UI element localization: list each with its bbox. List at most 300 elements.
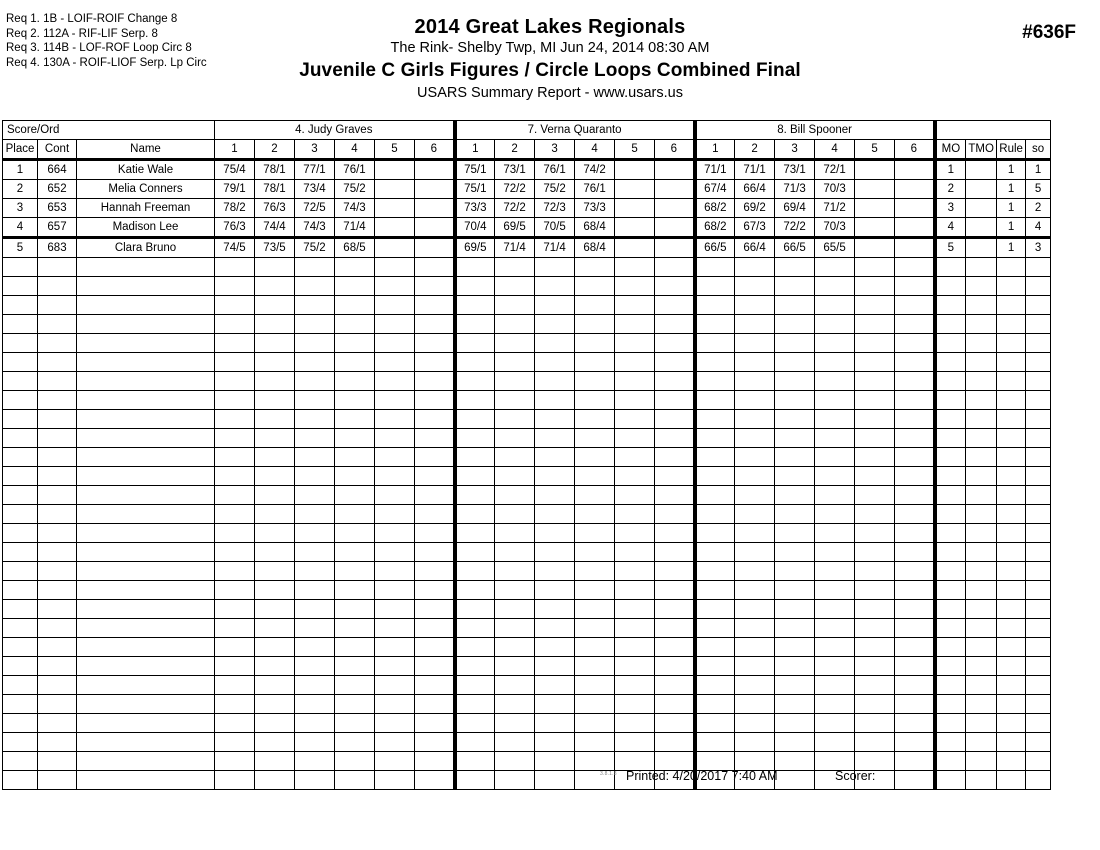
cell-score xyxy=(295,505,335,524)
cell-name xyxy=(77,695,215,714)
cell-score xyxy=(255,372,295,391)
cell-score: 71/4 xyxy=(495,238,535,258)
cell-so xyxy=(1026,581,1051,600)
table-row[interactable] xyxy=(3,695,1051,714)
cell-score xyxy=(775,619,815,638)
cell-score xyxy=(375,199,415,218)
cell-tmo xyxy=(966,638,997,657)
cell-score xyxy=(375,505,415,524)
cell-score xyxy=(895,486,935,505)
cell-score xyxy=(415,218,455,238)
cell-score xyxy=(855,218,895,238)
cell-mo: 2 xyxy=(935,180,966,199)
cell-score: 65/5 xyxy=(815,238,855,258)
cell-score xyxy=(215,467,255,486)
cell-score xyxy=(415,238,455,258)
cell-score xyxy=(255,353,295,372)
cell-score xyxy=(495,486,535,505)
cell-score xyxy=(335,486,375,505)
cell-score xyxy=(335,543,375,562)
col-header-figure: 1 xyxy=(695,140,735,160)
cell-score: 78/2 xyxy=(215,199,255,218)
cell-score xyxy=(575,258,615,277)
cell-score xyxy=(215,296,255,315)
cell-score xyxy=(415,429,455,448)
cell-score xyxy=(215,695,255,714)
cell-place xyxy=(3,277,38,296)
cell-score: 70/3 xyxy=(815,180,855,199)
scorer-label: Scorer: xyxy=(835,769,876,783)
cell-score xyxy=(255,429,295,448)
cell-tmo xyxy=(966,277,997,296)
cell-place xyxy=(3,524,38,543)
table-row[interactable] xyxy=(3,543,1051,562)
cell-mo xyxy=(935,505,966,524)
cell-score xyxy=(655,391,695,410)
cell-cont xyxy=(38,277,77,296)
cell-score: 75/2 xyxy=(295,238,335,258)
cell-score xyxy=(735,543,775,562)
table-row[interactable] xyxy=(3,410,1051,429)
cell-score xyxy=(615,505,655,524)
cell-score xyxy=(735,733,775,752)
table-row[interactable] xyxy=(3,600,1051,619)
cell-score xyxy=(535,714,575,733)
cell-score xyxy=(335,524,375,543)
cell-score: 66/4 xyxy=(735,180,775,199)
cell-place xyxy=(3,562,38,581)
cell-score xyxy=(335,296,375,315)
cell-score xyxy=(415,524,455,543)
cell-score xyxy=(775,258,815,277)
cell-mo xyxy=(935,429,966,448)
cell-mo: 5 xyxy=(935,238,966,258)
cell-score xyxy=(695,657,735,676)
cell-score xyxy=(815,695,855,714)
cell-score: 73/3 xyxy=(455,199,495,218)
cell-name xyxy=(77,752,215,771)
cell-score xyxy=(655,353,695,372)
cell-score xyxy=(335,733,375,752)
cell-score xyxy=(895,353,935,372)
cell-mo xyxy=(935,334,966,353)
cell-score xyxy=(735,353,775,372)
table-row[interactable] xyxy=(3,467,1051,486)
cell-score: 73/3 xyxy=(575,199,615,218)
table-row[interactable] xyxy=(3,486,1051,505)
cell-score xyxy=(295,600,335,619)
cell-score: 76/1 xyxy=(535,160,575,180)
table-row[interactable] xyxy=(3,638,1051,657)
cell-mo xyxy=(935,638,966,657)
cell-score xyxy=(615,277,655,296)
cell-score xyxy=(895,391,935,410)
cell-score xyxy=(415,752,455,771)
cell-score xyxy=(895,277,935,296)
cell-score: 73/1 xyxy=(495,160,535,180)
cell-score: 74/4 xyxy=(255,218,295,238)
cell-mo xyxy=(935,733,966,752)
cell-score xyxy=(495,524,535,543)
cell-score xyxy=(695,714,735,733)
table-row[interactable] xyxy=(3,277,1051,296)
cell-score xyxy=(375,218,415,238)
cell-tmo xyxy=(966,467,997,486)
cell-score xyxy=(215,448,255,467)
cell-tmo xyxy=(966,733,997,752)
cell-name: Clara Bruno xyxy=(77,238,215,258)
table-row[interactable] xyxy=(3,733,1051,752)
cell-score xyxy=(575,581,615,600)
cell-place: 4 xyxy=(3,218,38,238)
cell-score xyxy=(295,657,335,676)
cell-cont xyxy=(38,638,77,657)
cell-name xyxy=(77,714,215,733)
cell-score xyxy=(215,334,255,353)
cell-score: 75/2 xyxy=(335,180,375,199)
cell-score xyxy=(615,334,655,353)
col-header-name: Name xyxy=(77,140,215,160)
cell-score xyxy=(415,486,455,505)
cell-mo xyxy=(935,467,966,486)
cell-score xyxy=(895,334,935,353)
cell-score xyxy=(535,334,575,353)
cell-score xyxy=(455,410,495,429)
cell-score xyxy=(215,429,255,448)
cell-so xyxy=(1026,714,1051,733)
cell-so: 5 xyxy=(1026,180,1051,199)
cell-tmo xyxy=(966,486,997,505)
table-row[interactable] xyxy=(3,448,1051,467)
cell-rule: 1 xyxy=(997,180,1026,199)
judge-banner-spacer xyxy=(935,121,1051,140)
cell-score xyxy=(815,581,855,600)
cell-score xyxy=(855,315,895,334)
cell-score xyxy=(375,410,415,429)
printed-timestamp: Printed: 4/20/2017 7:40 AM xyxy=(626,769,778,783)
table-row[interactable] xyxy=(3,429,1051,448)
table-row[interactable] xyxy=(3,334,1051,353)
table-row[interactable] xyxy=(3,562,1051,581)
table-row[interactable] xyxy=(3,315,1051,334)
cell-score xyxy=(375,315,415,334)
cell-score xyxy=(255,619,295,638)
cell-score: 66/5 xyxy=(775,238,815,258)
cell-score xyxy=(375,695,415,714)
cell-score xyxy=(215,524,255,543)
table-row[interactable] xyxy=(3,752,1051,771)
cell-score xyxy=(335,353,375,372)
col-header-figure: 3 xyxy=(295,140,335,160)
cell-score xyxy=(615,410,655,429)
cell-cont: 657 xyxy=(38,218,77,238)
table-row[interactable] xyxy=(3,714,1051,733)
cell-score xyxy=(375,752,415,771)
cell-score xyxy=(735,296,775,315)
table-row[interactable] xyxy=(3,619,1051,638)
table-row[interactable] xyxy=(3,238,1051,258)
cell-score xyxy=(415,581,455,600)
cell-cont xyxy=(38,448,77,467)
cell-name xyxy=(77,676,215,695)
cell-score xyxy=(295,562,335,581)
cell-score xyxy=(375,429,415,448)
cell-mo xyxy=(935,771,966,790)
cell-score xyxy=(335,372,375,391)
cell-score xyxy=(255,714,295,733)
table-row[interactable] xyxy=(3,199,1051,218)
cell-so xyxy=(1026,695,1051,714)
cell-score: 69/5 xyxy=(495,218,535,238)
cell-score xyxy=(695,410,735,429)
cell-rule xyxy=(997,334,1026,353)
table-row[interactable] xyxy=(3,676,1051,695)
cell-so xyxy=(1026,676,1051,695)
cell-mo xyxy=(935,258,966,277)
cell-rule xyxy=(997,448,1026,467)
cell-score xyxy=(815,410,855,429)
col-header-figure: 3 xyxy=(535,140,575,160)
cell-name xyxy=(77,524,215,543)
cell-score xyxy=(815,258,855,277)
cell-score: 72/3 xyxy=(535,199,575,218)
cell-cont: 664 xyxy=(38,160,77,180)
cell-score: 78/1 xyxy=(255,160,295,180)
cell-score: 75/1 xyxy=(455,180,495,199)
cell-score xyxy=(215,505,255,524)
cell-name: Melia Conners xyxy=(77,180,215,199)
cell-name xyxy=(77,600,215,619)
cell-so xyxy=(1026,505,1051,524)
cell-score xyxy=(295,296,335,315)
cell-name xyxy=(77,277,215,296)
cell-score: 76/1 xyxy=(575,180,615,199)
cell-so xyxy=(1026,467,1051,486)
cell-score xyxy=(255,258,295,277)
table-row[interactable] xyxy=(3,771,1051,790)
cell-rule xyxy=(997,676,1026,695)
table-row[interactable] xyxy=(3,160,1051,180)
cell-score xyxy=(855,258,895,277)
cell-score xyxy=(495,733,535,752)
cell-score xyxy=(695,467,735,486)
col-header-cont: Cont xyxy=(38,140,77,160)
cell-score xyxy=(535,733,575,752)
cell-score xyxy=(655,619,695,638)
meet-title: 2014 Great Lakes Regionals xyxy=(414,16,686,38)
cell-score xyxy=(855,372,895,391)
cell-score xyxy=(655,733,695,752)
cell-score xyxy=(495,619,535,638)
cell-score xyxy=(215,562,255,581)
cell-rule xyxy=(997,695,1026,714)
table-row[interactable] xyxy=(3,296,1051,315)
cell-score: 71/4 xyxy=(535,238,575,258)
cell-score xyxy=(415,391,455,410)
cell-tmo xyxy=(966,372,997,391)
cell-place xyxy=(3,467,38,486)
cell-score xyxy=(895,752,935,771)
table-row[interactable] xyxy=(3,353,1051,372)
cell-score xyxy=(255,505,295,524)
cell-score xyxy=(655,600,695,619)
cell-score xyxy=(695,600,735,619)
cell-score xyxy=(815,733,855,752)
cell-score: 71/1 xyxy=(695,160,735,180)
cell-score xyxy=(255,315,295,334)
col-header-figure: 1 xyxy=(455,140,495,160)
cell-score xyxy=(455,429,495,448)
cell-score xyxy=(855,296,895,315)
cell-mo: 3 xyxy=(935,199,966,218)
cell-score xyxy=(535,372,575,391)
cell-score xyxy=(895,199,935,218)
cell-score: 68/2 xyxy=(695,199,735,218)
table-row[interactable] xyxy=(3,180,1051,199)
cell-score xyxy=(535,258,575,277)
cell-rule xyxy=(997,562,1026,581)
cell-score xyxy=(375,581,415,600)
cell-score xyxy=(535,353,575,372)
cell-name: Madison Lee xyxy=(77,218,215,238)
cell-so xyxy=(1026,391,1051,410)
cell-tmo xyxy=(966,429,997,448)
cell-score: 67/4 xyxy=(695,180,735,199)
cell-score xyxy=(735,258,775,277)
table-row[interactable] xyxy=(3,218,1051,238)
cell-score xyxy=(455,372,495,391)
cell-score xyxy=(295,619,335,638)
cell-mo xyxy=(935,315,966,334)
cell-name xyxy=(77,315,215,334)
cell-score xyxy=(415,638,455,657)
cell-score xyxy=(815,467,855,486)
cell-score xyxy=(455,334,495,353)
cell-cont xyxy=(38,315,77,334)
cell-tmo xyxy=(966,410,997,429)
cell-score xyxy=(895,562,935,581)
cell-score xyxy=(615,619,655,638)
cell-rule: 1 xyxy=(997,199,1026,218)
cell-score xyxy=(535,524,575,543)
cell-place xyxy=(3,505,38,524)
cell-score xyxy=(775,467,815,486)
cell-name xyxy=(77,543,215,562)
cell-score xyxy=(695,695,735,714)
cell-score xyxy=(775,714,815,733)
cell-cont xyxy=(38,391,77,410)
cell-score xyxy=(895,733,935,752)
cell-score xyxy=(375,448,415,467)
cell-score xyxy=(695,429,735,448)
cell-score xyxy=(375,296,415,315)
cell-so xyxy=(1026,258,1051,277)
cell-score xyxy=(495,657,535,676)
cell-score xyxy=(255,486,295,505)
table-row[interactable] xyxy=(3,524,1051,543)
cell-score xyxy=(615,467,655,486)
cell-rule xyxy=(997,410,1026,429)
cell-score xyxy=(415,258,455,277)
table-row[interactable] xyxy=(3,391,1051,410)
cell-score xyxy=(295,467,335,486)
cell-score xyxy=(815,657,855,676)
cell-score xyxy=(615,733,655,752)
cell-score xyxy=(375,486,415,505)
col-header-figure: 2 xyxy=(255,140,295,160)
cell-score xyxy=(295,695,335,714)
cell-rule xyxy=(997,391,1026,410)
table-row[interactable] xyxy=(3,657,1051,676)
cell-score xyxy=(295,258,335,277)
cell-score xyxy=(215,752,255,771)
cell-score xyxy=(415,543,455,562)
cell-so xyxy=(1026,315,1051,334)
cell-score xyxy=(335,391,375,410)
cell-cont xyxy=(38,562,77,581)
cell-score xyxy=(695,524,735,543)
table-row[interactable] xyxy=(3,258,1051,277)
cell-score: 73/5 xyxy=(255,238,295,258)
cell-score xyxy=(855,199,895,218)
cell-score xyxy=(415,372,455,391)
cell-score xyxy=(375,180,415,199)
cell-score xyxy=(855,429,895,448)
cell-score xyxy=(575,429,615,448)
cell-score xyxy=(735,334,775,353)
cell-score xyxy=(295,771,335,790)
cell-score xyxy=(855,581,895,600)
cell-score xyxy=(655,714,695,733)
cell-score xyxy=(735,315,775,334)
judge-banner-row xyxy=(3,121,1051,140)
cell-score xyxy=(655,429,695,448)
col-header-mo: MO xyxy=(935,140,966,160)
cell-score xyxy=(815,676,855,695)
cell-score xyxy=(655,410,695,429)
cell-mo xyxy=(935,277,966,296)
cell-score xyxy=(535,752,575,771)
requirement-line: Req 1. 1B - LOIF-ROIF Change 8 xyxy=(6,13,178,25)
cell-score xyxy=(575,334,615,353)
cell-score xyxy=(855,238,895,258)
cell-score: 68/5 xyxy=(335,238,375,258)
cell-score xyxy=(695,258,735,277)
cell-score xyxy=(655,199,695,218)
cell-score xyxy=(575,486,615,505)
cell-cont xyxy=(38,581,77,600)
cell-score: 70/5 xyxy=(535,218,575,238)
cell-score xyxy=(695,676,735,695)
cell-rule xyxy=(997,714,1026,733)
cell-cont xyxy=(38,334,77,353)
cell-score xyxy=(615,486,655,505)
cell-score xyxy=(415,600,455,619)
cell-name xyxy=(77,581,215,600)
cell-tmo xyxy=(966,258,997,277)
cell-score xyxy=(775,733,815,752)
table-row[interactable] xyxy=(3,581,1051,600)
cell-score xyxy=(735,695,775,714)
table-row[interactable] xyxy=(3,505,1051,524)
cell-score xyxy=(415,353,455,372)
cell-score xyxy=(455,315,495,334)
table-row[interactable] xyxy=(3,372,1051,391)
cell-score xyxy=(615,180,655,199)
cell-score xyxy=(615,752,655,771)
cell-score xyxy=(615,353,655,372)
cell-score xyxy=(735,277,775,296)
